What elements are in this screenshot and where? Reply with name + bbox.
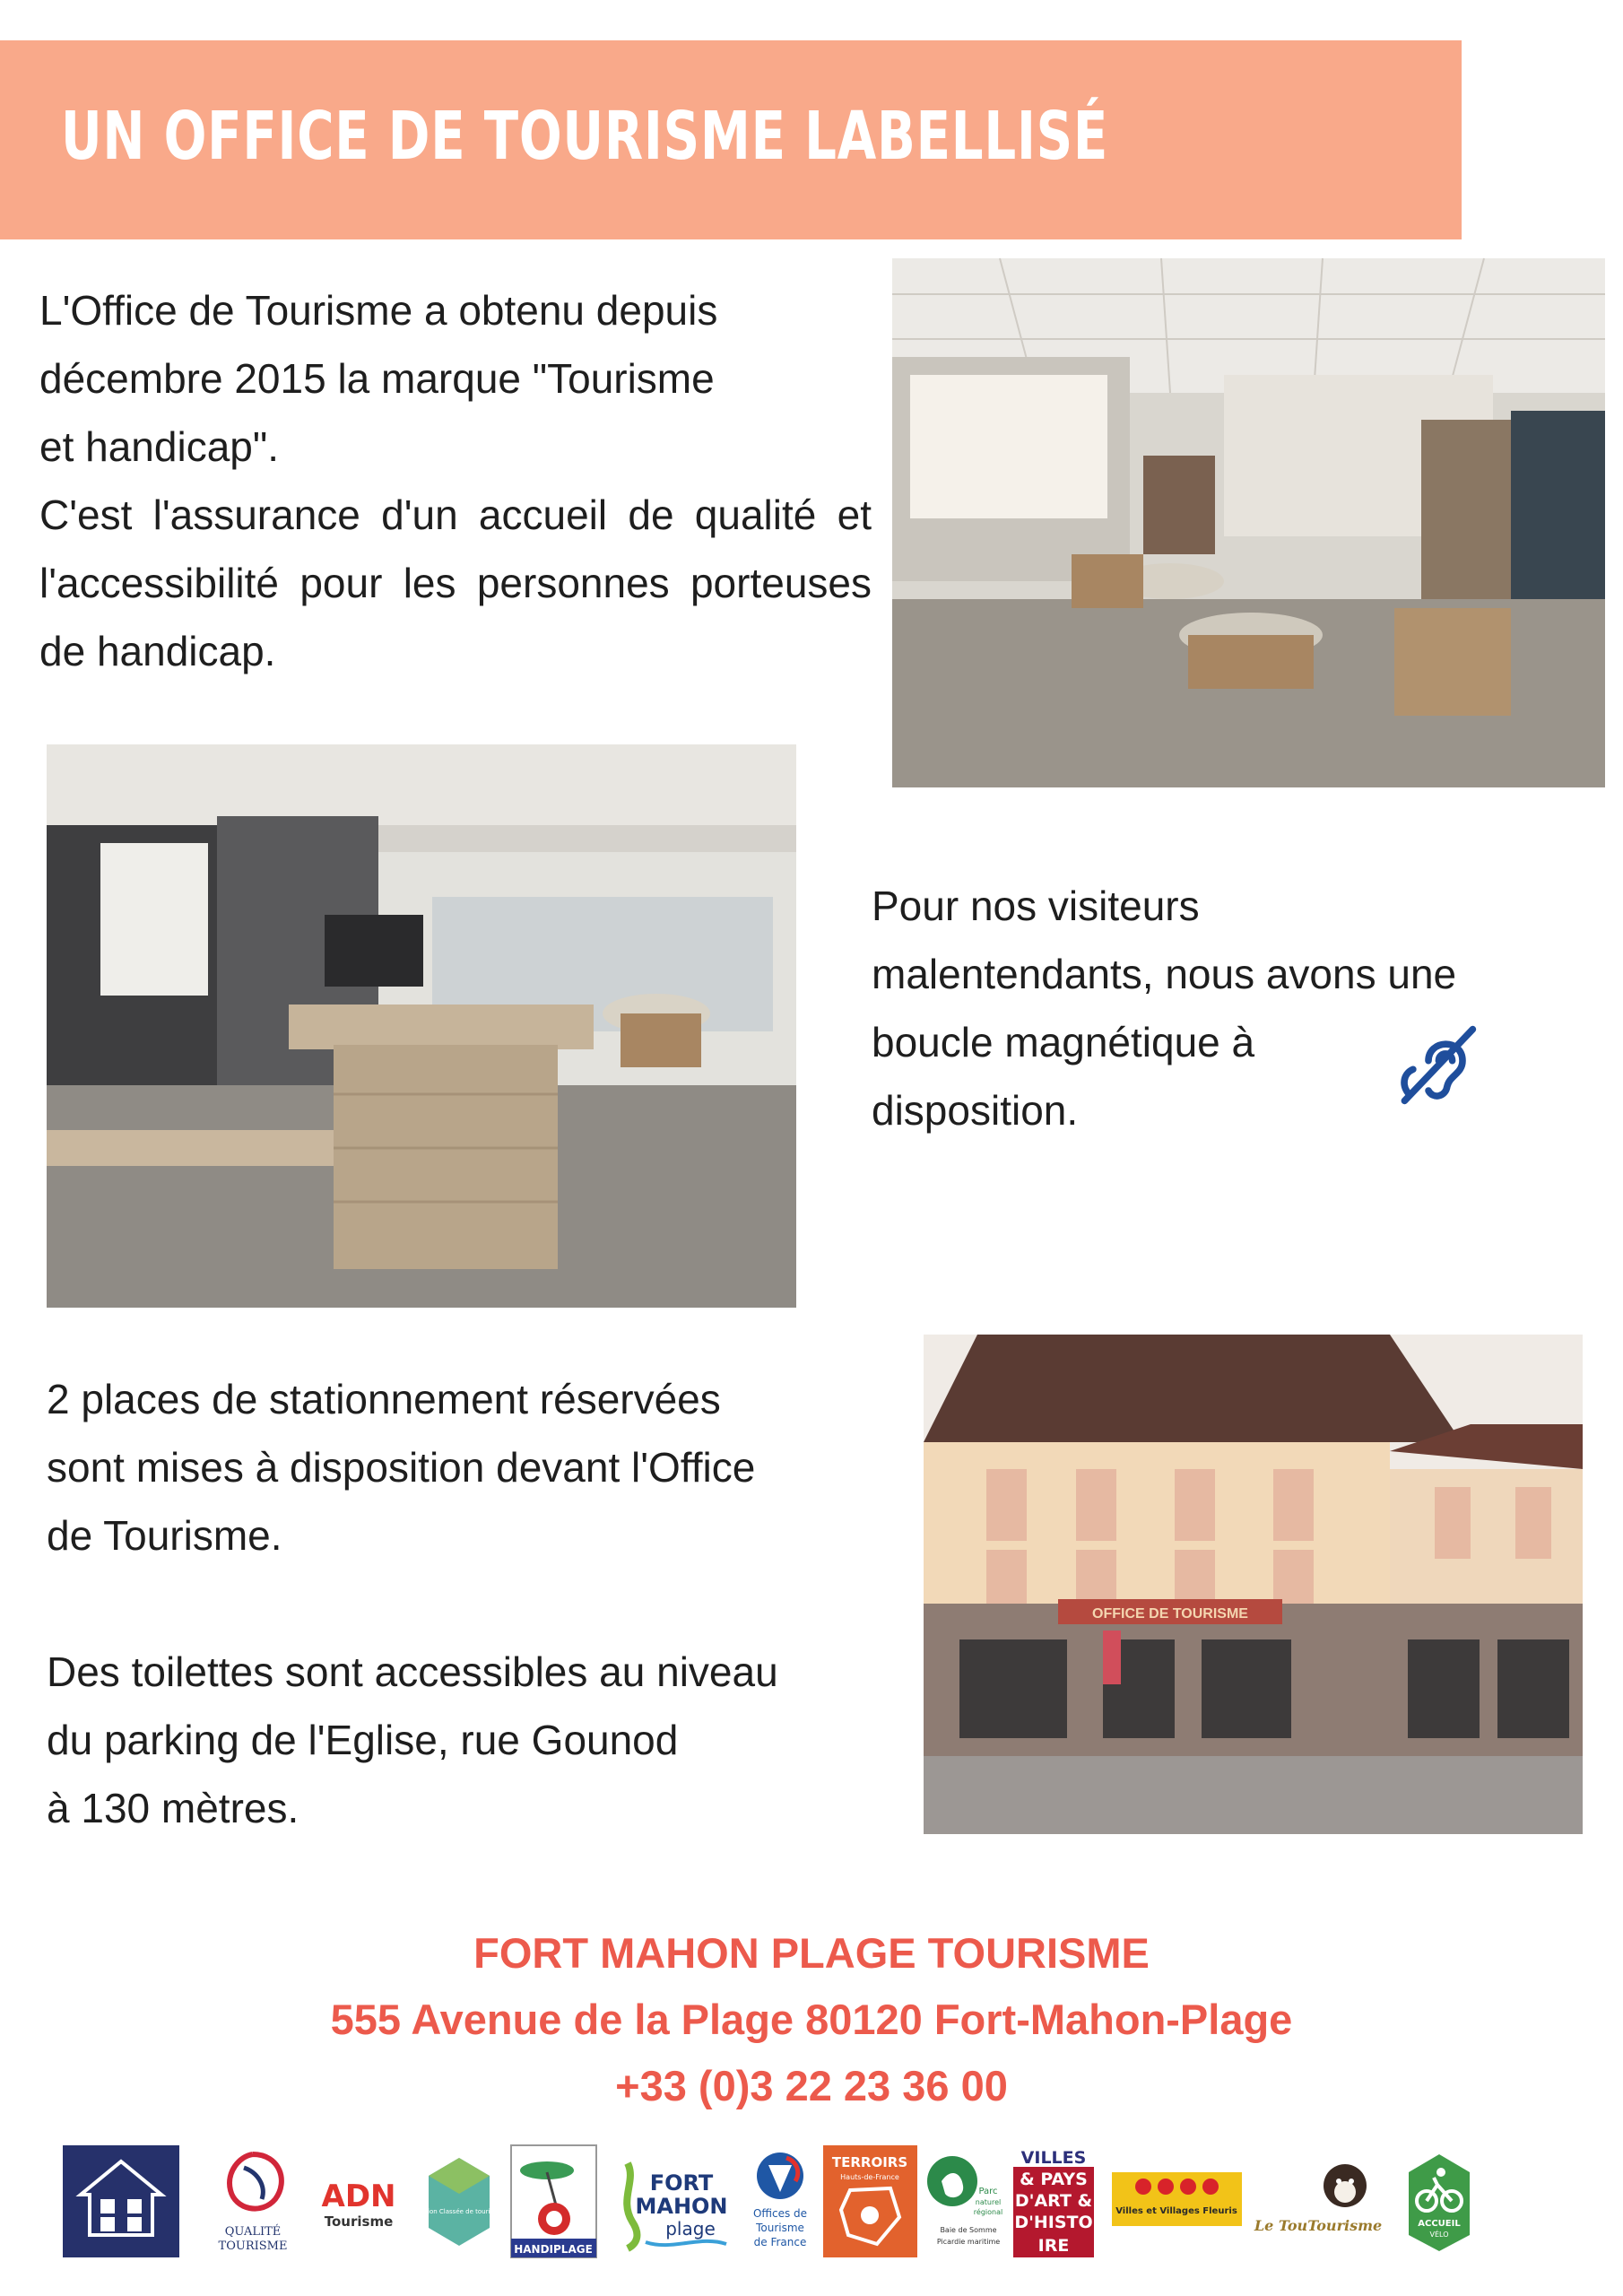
hearing-line: disposition. <box>872 1087 1079 1134</box>
building-sign: OFFICE DE TOURISME <box>1092 1606 1248 1622</box>
adn-text: Tourisme <box>324 2213 394 2230</box>
villes-line3: D'ART & <box>1014 2191 1093 2211</box>
fleuris-text: Villes et Villages Fleuris <box>1115 2206 1237 2216</box>
accueil-velo-logo <box>1403 2145 1475 2257</box>
terroirs-hauts-de-france-logo <box>823 2145 917 2257</box>
page-title: UN OFFICE DE TOURISME LABELLISÉ <box>61 98 1109 175</box>
parking-line: 2 places de stationnement réservées <box>47 1376 721 1422</box>
title-banner <box>0 40 1462 239</box>
hearing-line: malentendants, nous avons une <box>872 951 1457 997</box>
shop-interior-photo <box>892 258 1605 787</box>
intro-line: L'Office de Tourisme a obtenu depuis <box>39 287 718 334</box>
office-name: FORT MAHON PLAGE TOURISME <box>473 1929 1150 1977</box>
handiplage-text: HANDIPLAGE <box>514 2243 593 2256</box>
parc-line2: naturel <box>975 2198 1002 2206</box>
qualite-tourisme-logo <box>199 2145 307 2257</box>
tourisme-handicap-logo <box>63 2145 179 2257</box>
offices-de-tourisme-de-france-logo <box>740 2145 820 2257</box>
parking-line: de Tourisme. <box>47 1512 282 1559</box>
intro-line: C'est l'assurance d'un accueil de qualité et l'accessibilité pour les personnes porteuses de handicap. <box>39 491 872 674</box>
villes-line1: VILLES <box>1020 2148 1087 2168</box>
accueil-velo-line1: ACCUEIL <box>1418 2219 1461 2229</box>
hearing-line: Pour nos visiteurs <box>872 883 1200 929</box>
parc-naturel-regional-logo <box>924 2145 1009 2257</box>
intro-paragraph <box>39 276 872 685</box>
toilets-paragraph <box>47 1638 925 1842</box>
terroirs-line1: TERROIRS <box>831 2154 908 2170</box>
toilets-line: Des toilettes sont accessibles au niveau <box>47 1648 778 1695</box>
intro-line: et handicap". <box>39 423 279 470</box>
station-text: Station Classée de tourisme <box>414 2208 504 2215</box>
offices-line1: Offices de <box>752 2207 808 2220</box>
adn-mark: ADN <box>321 2179 396 2214</box>
parc-line1: Parc <box>978 2187 998 2196</box>
office-phone: +33 (0)3 22 23 36 00 <box>615 2062 1008 2109</box>
building-exterior-photo <box>924 1335 1583 1834</box>
toutourisme-logo <box>1254 2145 1385 2257</box>
fortmahon-line2: MAHON <box>635 2194 728 2219</box>
offices-line3: de France <box>753 2236 807 2248</box>
qualite-line2: TOURISME <box>218 2239 288 2253</box>
handiplage-logo <box>511 2145 596 2257</box>
villes-line2: & PAYS <box>1020 2170 1088 2189</box>
accueil-velo-line2: VÉLO <box>1429 2231 1449 2239</box>
villes-et-pays-art-histoire-logo <box>1013 2145 1094 2257</box>
qualite-line1: QUALITÉ <box>224 2225 282 2239</box>
hearing-loop-icon <box>1394 1022 1480 1108</box>
fortmahon-line1: FORT <box>649 2170 714 2196</box>
reception-desk-photo <box>47 744 796 1308</box>
intro-line: décembre 2015 la marque "Tourisme <box>39 355 715 402</box>
parking-line: sont mises à disposition devant l'Office <box>47 1444 756 1491</box>
toutourisme-text: Le TouTourisme <box>1254 2217 1383 2234</box>
offices-line2: Tourisme <box>756 2222 804 2234</box>
toilets-line: du parking de l'Eglise, rue Gounod <box>47 1717 679 1763</box>
terroirs-line2: Hauts-de-France <box>840 2173 899 2181</box>
office-address: 555 Avenue de la Plage 80120 Fort-Mahon-Plage <box>330 1996 1293 2043</box>
hearing-line: boucle magnétique à <box>872 1019 1255 1065</box>
parc-line5: Picardie maritime <box>936 2238 1001 2246</box>
station-classee-logo <box>414 2145 504 2257</box>
parking-paragraph <box>47 1365 916 1570</box>
fortmahon-line3: plage <box>665 2218 716 2239</box>
adn-tourisme-logo <box>309 2145 408 2257</box>
toilets-line: à 130 mètres. <box>47 1785 299 1831</box>
parc-line3: régional <box>973 2208 1003 2216</box>
villes-line5: IRE <box>1037 2236 1070 2256</box>
hearing-loop-paragraph <box>872 872 1607 1144</box>
parc-line4: Baie de Somme <box>940 2226 997 2234</box>
villes-et-villages-fleuris-logo <box>1112 2145 1242 2257</box>
villes-line4: D'HISTO <box>1014 2213 1093 2232</box>
fort-mahon-plage-logo <box>610 2145 735 2257</box>
